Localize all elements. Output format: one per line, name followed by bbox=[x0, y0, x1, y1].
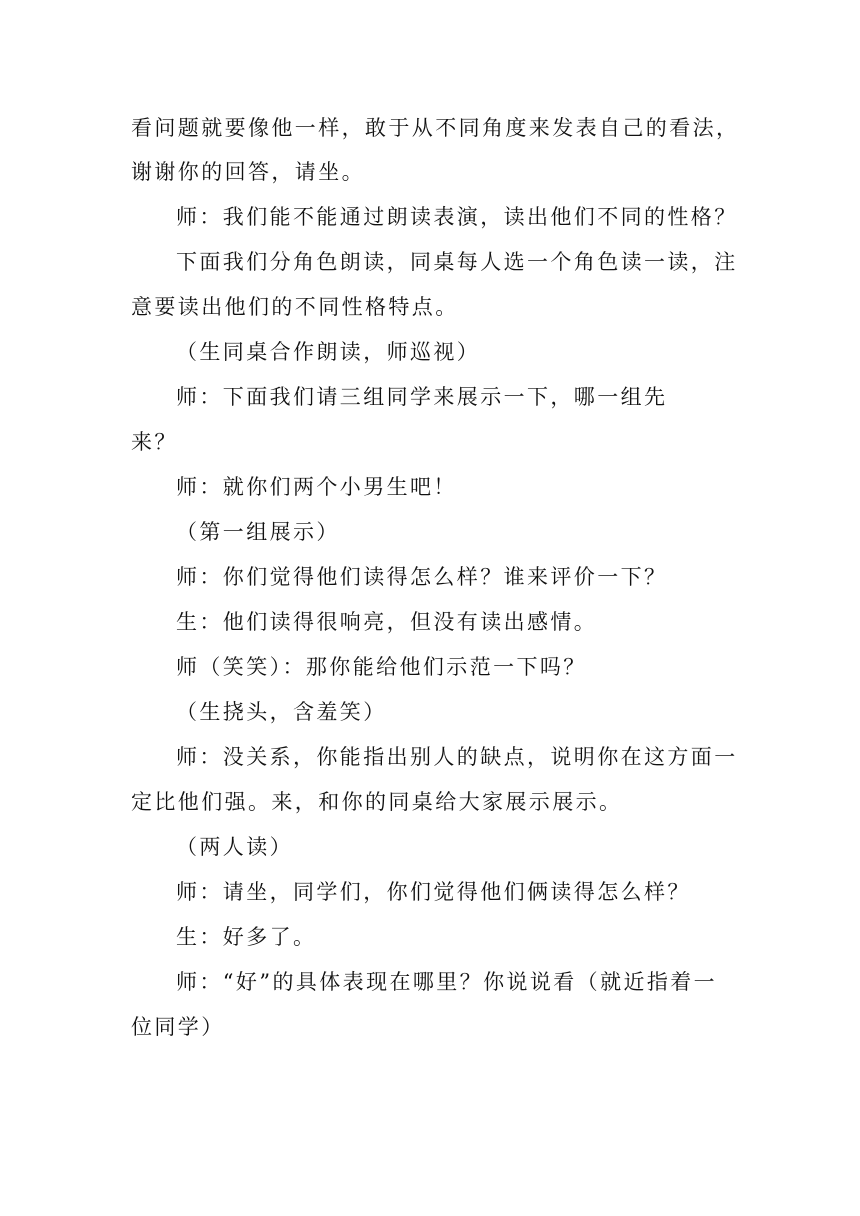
text-line: 下面我们分角色朗读，同桌每人选一个角色读一读，注 bbox=[176, 250, 738, 274]
text-line: 师：下面我们请三组同学来展示一下，哪一组先 bbox=[176, 385, 668, 409]
text-line: 意要读出他们的不同性格特点。 bbox=[131, 295, 459, 319]
text-line: 生：好多了。 bbox=[176, 925, 317, 949]
text-line: 定比他们强。来，和你的同桌给大家展示展示。 bbox=[131, 790, 623, 814]
text-line: （两人读） bbox=[176, 835, 293, 859]
text-line: （生挠头，含羞笑） bbox=[176, 700, 387, 724]
text-line: 师：请坐，同学们，你们觉得他们俩读得怎么样？ bbox=[176, 880, 691, 904]
text-line: 师：我们能不能通过朗读表演，读出他们不同的性格？ bbox=[176, 205, 738, 229]
text-line: 师（笑笑）：那你能给他们示范一下吗？ bbox=[176, 655, 587, 679]
text-line: 看问题就要像他一样，敢于从不同角度来发表自己的看法， bbox=[131, 116, 740, 140]
text-line: 生：他们读得很响亮，但没有读出感情。 bbox=[176, 610, 598, 634]
text-line: 位同学） bbox=[131, 1015, 225, 1039]
text-line: 来？ bbox=[131, 430, 178, 454]
text-line: （生同桌合作朗读，师巡视） bbox=[176, 340, 481, 364]
text-line: （第一组展示） bbox=[176, 520, 340, 544]
text-line: 师：你们觉得他们读得怎么样？谁来评价一下？ bbox=[176, 565, 668, 589]
text-line: 谢谢你的回答，请坐。 bbox=[131, 160, 365, 184]
text-line: 师：就你们两个小男生吧！ bbox=[176, 475, 457, 499]
text-line: 师：“好”的具体表现在哪里？你说说看（就近指着一 bbox=[176, 970, 718, 994]
text-line: 师：没关系，你能指出别人的缺点，说明你在这方面一 bbox=[176, 745, 738, 769]
